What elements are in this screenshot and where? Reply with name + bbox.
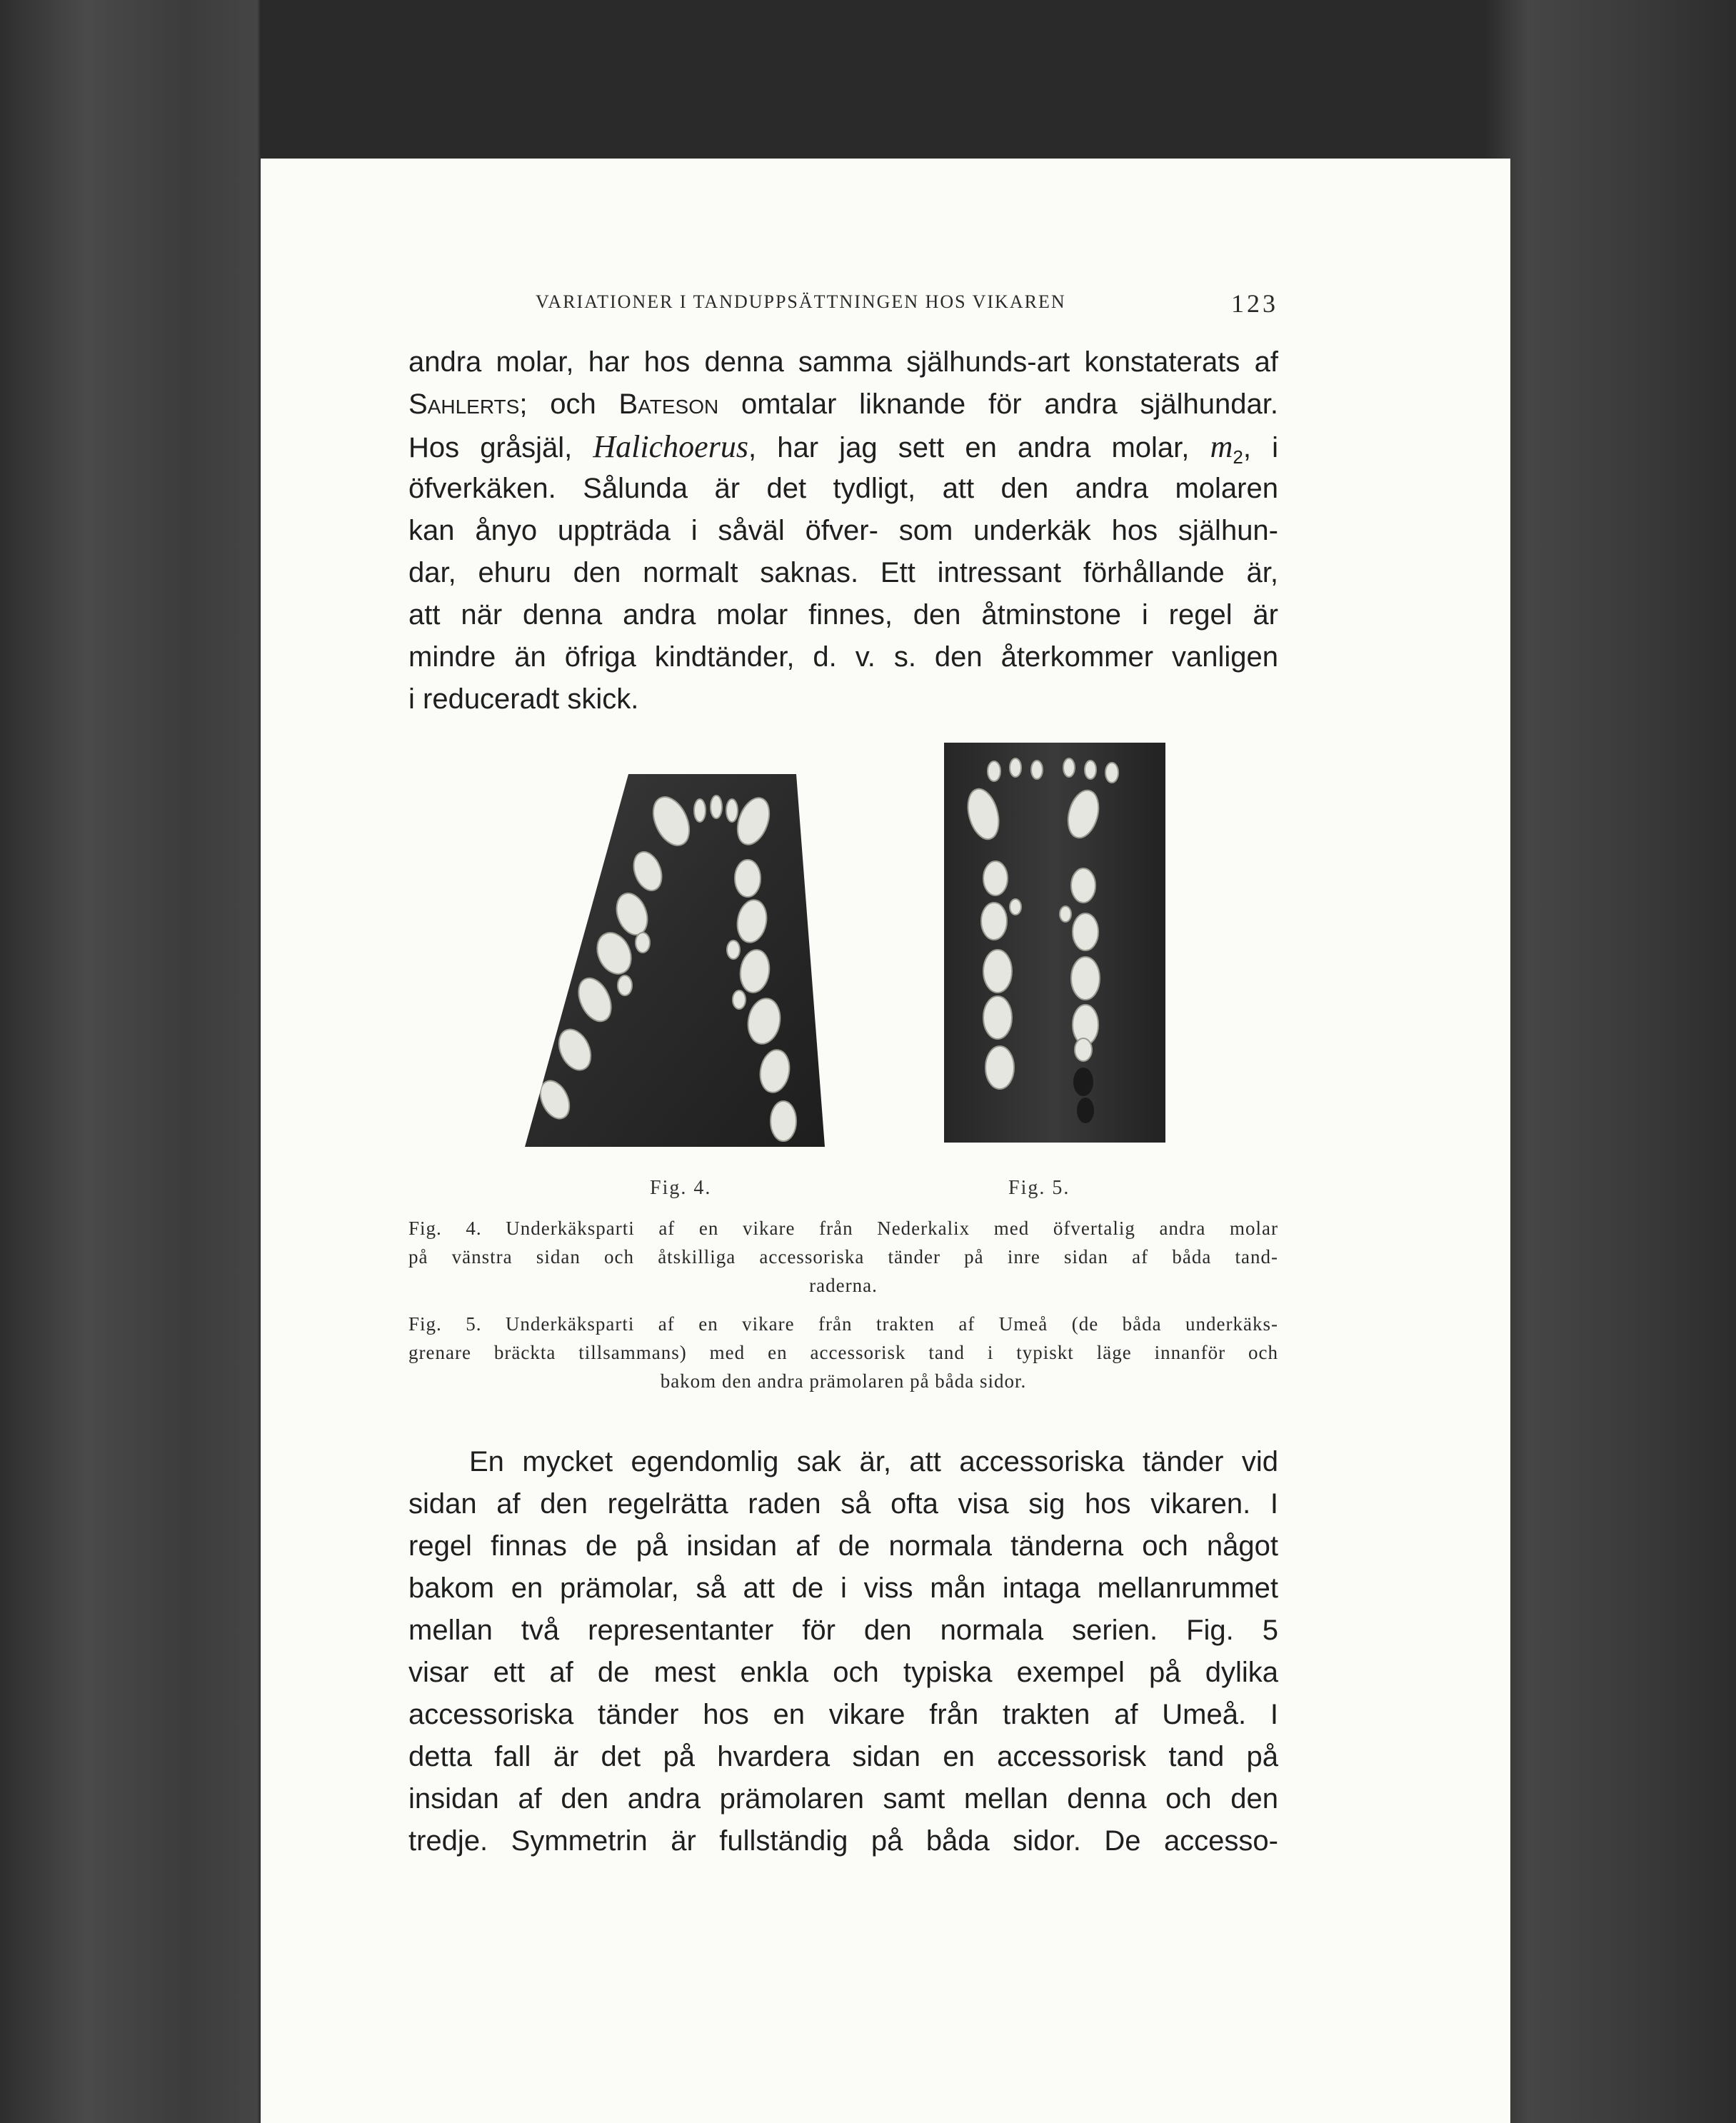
author-sahlerts: Sahlerts [408, 388, 520, 420]
caption-5-line-1: Fig. 5. Underkäksparti af en vikare från trakten af Umeå (de båda underkäks- [408, 1313, 1278, 1335]
figure-5-image [944, 743, 1165, 1143]
p1-line-2: Sahlerts; och Bateson omtalar liknande för andra själhundar. [408, 388, 1278, 420]
p1-line-8: mindre än öfriga kindtänder, d. v. s. den återkommer vanligen [408, 641, 1278, 673]
figure-4-photo [525, 771, 825, 1150]
figure-4-label: Fig. 4. [650, 1177, 712, 1199]
p2-line-1: En mycket egendomlig sak är, att accessoriska tänder vid [469, 1446, 1278, 1477]
caption-5-line-3: bakom den andra prämolaren på båda sidor. [660, 1370, 1027, 1392]
p1-line-5: kan ånyo uppträda i såväl öfver- som underkäk hos själhun- [408, 515, 1278, 546]
p2-line-6: visar ett af de mest enkla och typiska exempel på dylika [408, 1657, 1278, 1688]
p1-line-3: Hos gråsjäl, Halichoerus, har jag sett en andra molar, $m_2$, i [408, 429, 1278, 468]
author-bateson: Bateson [618, 388, 719, 420]
p1-line-6: dar, ehuru den normalt saknas. Ett intressant förhållande är, [408, 557, 1278, 588]
running-header [536, 286, 1278, 321]
running-title: VARIATIONER I TANDUPPSÄTTNINGEN HOS VIKAREN [536, 291, 1066, 312]
caption-4-line-3: raderna. [809, 1275, 878, 1296]
figure-5-photo [944, 743, 1165, 1143]
paragraph-2 [408, 1441, 1278, 1862]
page-number: 123 [1231, 289, 1278, 318]
paragraph-1 [408, 341, 1278, 721]
molar-subscript: 2 [1233, 446, 1243, 468]
figure-4-image [525, 771, 825, 1150]
caption-figure-4 [408, 1214, 1278, 1300]
p2-line-9: insidan af den andra prämolaren samt mellan denna och den [408, 1783, 1278, 1815]
figure-captions [408, 1214, 1278, 1405]
molar-symbol: m [1210, 429, 1233, 464]
p1-line-7: att när denna andra molar finnes, den åtminstone i regel är [408, 599, 1278, 631]
caption-5-line-2: grenare bräckta tillsammans) med en accessorisk tand i typiskt läge innanför och [408, 1342, 1278, 1363]
p1-line-4: öfverkäken. Sålunda är det tydligt, att den andra molaren [408, 473, 1278, 504]
p2-line-8: detta fall är det på hvardera sidan en accessorisk tand på [408, 1741, 1278, 1772]
figure-5-label: Fig. 5. [1008, 1177, 1070, 1199]
p1-line-9: i reduceradt skick. [408, 683, 639, 715]
p2-line-5: mellan två representanter för den normala serien. Fig. 5 [408, 1615, 1278, 1646]
p1-line-1: andra molar, har hos denna samma själhunds-art konstaterats af [408, 346, 1278, 378]
caption-figure-5 [408, 1310, 1278, 1395]
p2-line-4: bakom en prämolar, så att de i viss mån intaga mellanrummet [408, 1572, 1278, 1604]
p2-line-7: accessoriska tänder hos en vikare från trakten af Umeå. I [408, 1699, 1278, 1730]
p2-line-2: sidan af den regelrätta raden så ofta visa sig hos vikaren. I [408, 1488, 1278, 1520]
p2-line-10: tredje. Symmetrin är fullständig på båda sidor. De accesso- [408, 1825, 1278, 1857]
caption-4-line-2: på vänstra sidan och åtskilliga accessoriska tänder på inre sidan af båda tand- [408, 1246, 1278, 1268]
genus-halichoerus: Halichoerus [593, 429, 748, 464]
caption-4-line-1: Fig. 4. Underkäksparti af en vikare från Nederkalix med öfvertalig andra molar [408, 1218, 1278, 1239]
p2-line-3: regel finnas de på insidan af de normala tänderna och något [408, 1530, 1278, 1562]
